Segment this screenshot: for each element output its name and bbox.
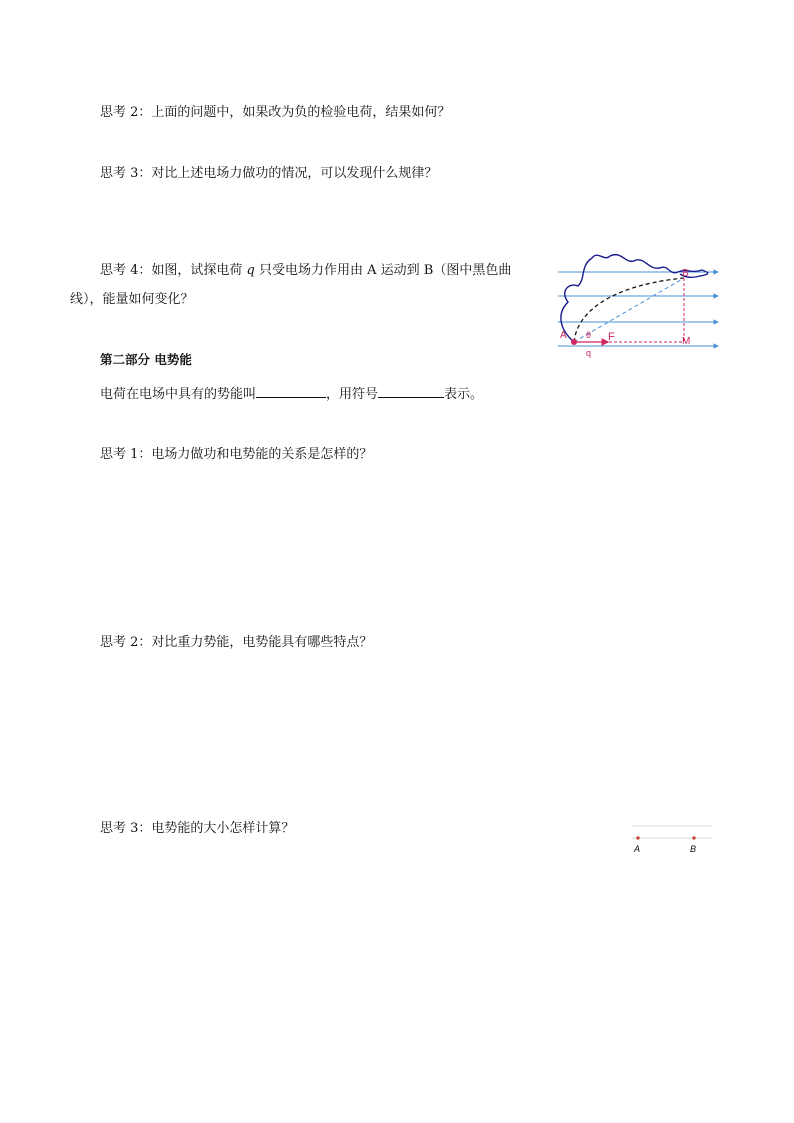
definition-text-c: 表示。 <box>444 387 484 402</box>
point-a-label: A <box>634 844 641 854</box>
charge-point <box>571 339 577 345</box>
point-b-label: B <box>690 844 697 854</box>
think-4-text-b: 只受电场力作用由 A 运动到 B（图中黑色曲 <box>254 263 512 278</box>
definition-text-a: 电荷在电场中具有的势能叫 <box>100 387 257 402</box>
section2-think-2: 思考 2：对比重力势能，电势能具有哪些特点？ <box>100 635 373 650</box>
think-4-question <box>100 262 511 280</box>
charge-symbol: q <box>246 263 255 278</box>
label-f: F <box>608 331 615 343</box>
points-figure <box>630 822 714 858</box>
think-4-text-a: 思考 4：如图，试探电荷 <box>100 263 247 278</box>
definition-text-b: ，用符号 <box>326 387 379 402</box>
section2-think-3: 思考 3：电势能的大小怎样计算？ <box>100 821 295 836</box>
think-4-question-continued: 线），能量如何变化？ <box>70 292 194 307</box>
definition-sentence <box>100 385 483 404</box>
point-b <box>692 836 695 839</box>
section-heading: 第二部分 电势能 <box>100 352 192 367</box>
section2-think-1: 思考 1：电场力做功和电势能的关系是怎样的？ <box>100 447 373 462</box>
point-a <box>636 836 639 839</box>
think-3-question: 思考 3：对比上述电场力做功的情况，可以发现什么规律？ <box>100 166 438 181</box>
label-m: M <box>682 336 691 347</box>
answer-blank-symbol[interactable] <box>378 385 444 398</box>
electric-field-figure <box>552 248 722 358</box>
answer-blank-name[interactable] <box>256 385 326 398</box>
think-2-question: 思考 2：上面的问题中，如果改为负的检验电荷，结果如何？ <box>100 105 451 120</box>
label-a: A <box>560 330 567 341</box>
label-b: B <box>682 268 689 279</box>
label-theta: θ <box>586 330 592 340</box>
label-q: q <box>586 348 592 358</box>
field-lines <box>558 272 718 346</box>
